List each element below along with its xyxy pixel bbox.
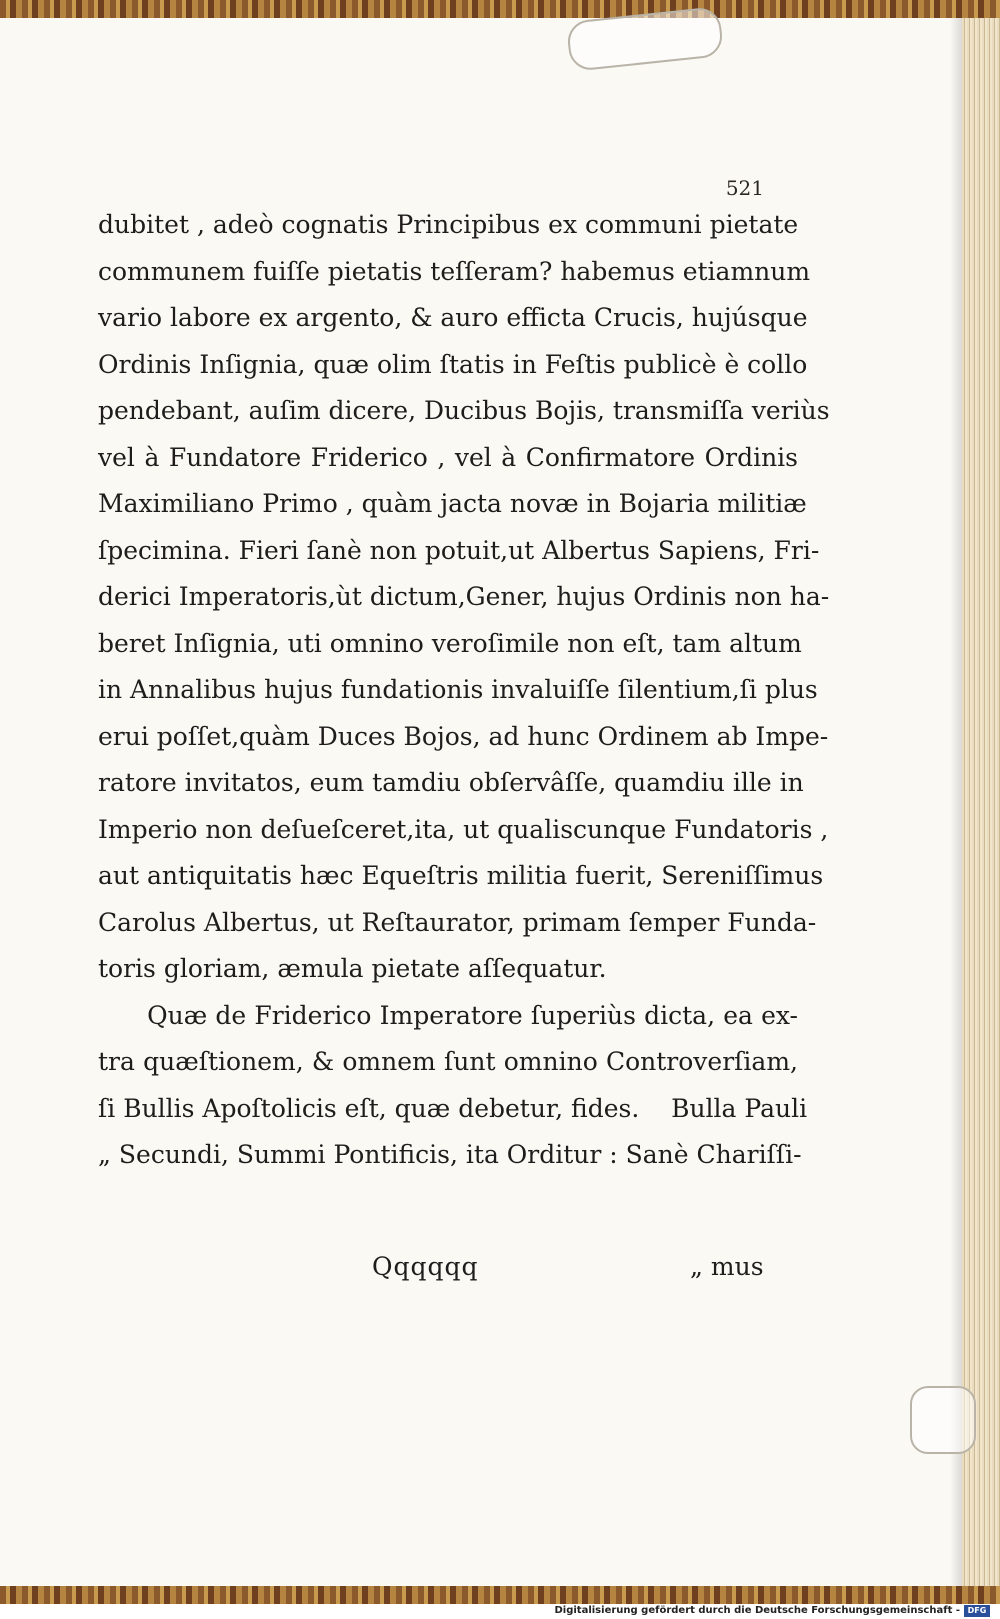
text-line: ratore invitatos, eum tamdiu obſervâſſe, quamdiu ille in [98, 768, 804, 797]
text-line: erui poſſet,quàm Duces Bojos, ad hunc Ordinem ab Impe- [98, 721, 829, 751]
text-line: tra quæſtionem, & omnem ſunt omnino Controverſiam, [98, 1047, 798, 1076]
text-line: Ordinis Inſignia, quæ olim ſtatis in Feſtis publicè è collo [98, 349, 808, 379]
text-line: Maximiliano Primo , quàm jacta novæ in Bojaria militiæ [98, 489, 807, 518]
body-text [98, 202, 830, 1179]
text-line: dubitet , adeò cognatis Principibus ex communi pietate [98, 210, 799, 239]
text-line: Carolus Albertus, ut Reſtaurator, primam ſemper Funda- [98, 907, 817, 937]
text-line: ſpecimina. Fieri ſanè non potuit,ut Albertus Sapiens, Fri- [98, 535, 820, 565]
text-line: communem fuiſſe pietatis teſſeram? habemus etiamnum [98, 256, 811, 286]
text-line: beret Inſignia, uti omnino veroſimile non eſt, tam altum [98, 628, 802, 658]
footer-credit: Digitalisierung gefördert durch die Deutsche Forschungsgemeinschaft - [554, 1605, 960, 1616]
text-line: in Annalibus hujus fundationis invaluiſſe ſilentium,ſi plus [98, 675, 818, 704]
text-line: derici Imperatoris,ùt dictum,Gener, hujus Ordinis non ha- [98, 582, 830, 611]
gilt-edge-bottom [0, 1586, 1000, 1604]
page-number: 521 [725, 176, 764, 200]
paper-clip-right [910, 1386, 976, 1454]
text-line: „ Secundi, Summi Pontificis, ita Orditur : Sanè Chariſſi- [98, 1140, 802, 1169]
text-line: aut antiquitatis hæc Equeſtris militia fuerit, Sereniſſimus [98, 861, 824, 890]
text-line: Imperio non deſueſceret,ita, ut qualiscunque Fundatoris , [98, 814, 829, 844]
text-line: vario labore ex argento, & auro efficta Crucis, hujúsque [98, 303, 808, 332]
text-line: Quæ de Friderico Imperatore ſuperiùs dicta, ea ex- [98, 1000, 798, 1030]
page-stack-edge [962, 18, 1000, 1586]
catchword: „ mus [690, 1252, 764, 1281]
text-line: vel à Fundatore Friderico , vel à Confirmatore Ordinis [98, 442, 798, 472]
gilt-edge-top [0, 0, 1000, 20]
signature-mark: Qqqqqq [372, 1252, 479, 1281]
text-line: toris gloriam, æmula pietate aſſequatur. [98, 954, 607, 983]
text-line: pendebant, auſim dicere, Ducibus Bojis, transmiſſa veriùs [98, 396, 830, 425]
text-line: ſi Bullis Apoſtolicis eſt, quæ debetur, fides. Bulla Pauli [98, 1093, 808, 1123]
dfg-logo: DFG [964, 1605, 990, 1617]
